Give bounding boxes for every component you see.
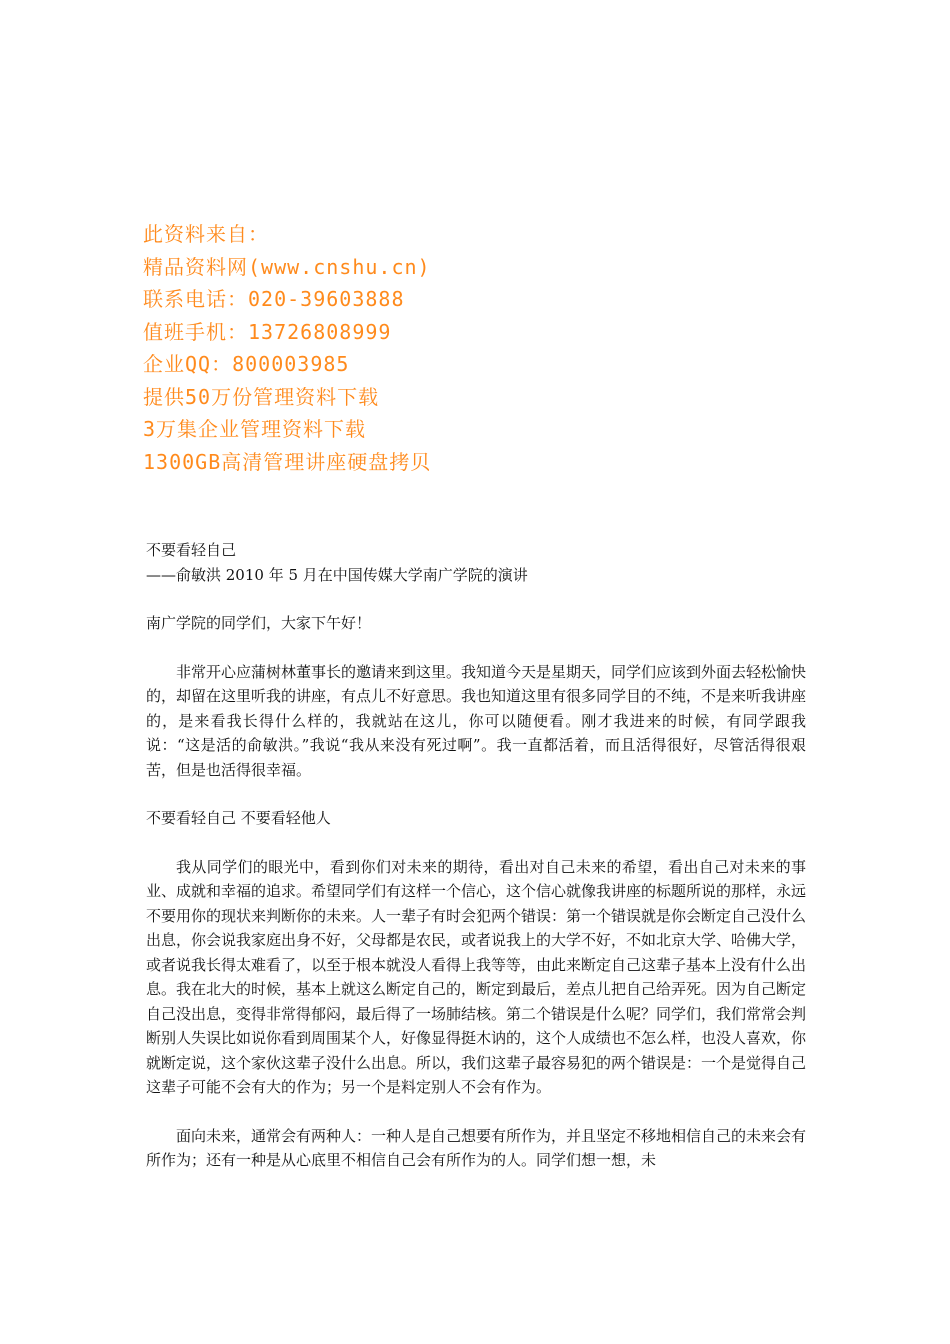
ad-line-website: 精品资料网(www.cnshu.cn) bbox=[143, 254, 431, 279]
section-heading: 不要看轻自己 不要看轻他人 bbox=[146, 809, 331, 827]
speech-subtitle: ——俞敏洪 2010 年 5 月在中国传媒大学南广学院的演讲 bbox=[146, 565, 528, 584]
source-ad-block bbox=[143, 218, 663, 478]
ad-line-offer-lectures: 1300GB高清管理讲座硬盘拷贝 bbox=[143, 449, 432, 474]
ad-line-phone: 联系电话：020-39603888 bbox=[143, 287, 405, 311]
speech-greeting: 南广学院的同学们，大家下午好！ bbox=[146, 614, 372, 632]
ad-line-mobile: 值班手机：13726808999 bbox=[143, 319, 392, 344]
ad-line-qq: 企业QQ：800003985 bbox=[143, 352, 350, 376]
ad-line-source: 此资料来自： bbox=[143, 222, 269, 246]
ad-line-offer-docs: 提供50万份管理资料下载 bbox=[143, 384, 380, 409]
ad-line-offer-videos: 3万集企业管理资料下载 bbox=[143, 417, 367, 441]
paragraph-3: 面向未来，通常会有两种人：一种人是自己想要有所作为，并且坚定不移地相信自己的未来会有所作为；还有一种是从心底里不相信自己会有所作为的人。同学们想一想，未 bbox=[146, 1126, 807, 1169]
paragraph-1: 非常开心应蒲树林董事长的邀请来到这里。我知道今天是星期天，同学们应该到外面去轻松愉快的，却留在这里听我的讲座，有点儿不好意思。我也知道这里有很多同学目的不纯，不是来听我讲座的，是来看我长得什么样的，我就站在这儿，你可以随便看。刚才我进来的时候，有同学跟我说：“这是活的俞敏洪。”我说“我从来没有死过啊”。我一直都活着，而且活得很好，尽管活得很艰苦，但是也活得很幸福。 bbox=[146, 662, 807, 779]
speech-content bbox=[146, 538, 806, 1173]
paragraph-2: 我从同学们的眼光中，看到你们对未来的期待，看出对自己未来的希望，看出自己对未来的事业、成就和幸福的追求。希望同学们有这样一个信心，这个信心就像我讲座的标题所说的那样，永远不要用你的现状来判断你的未来。人一辈子有时会犯两个错误：第一个错误就是你会断定自己没什么出息，你会说我家庭出身不好，父母都是农民，或者说我上的大学不好，不如北京大学、哈佛大学，或者说我长得太难看了，以至于根本就没人看得上我等等，由此来断定自己这辈子基本上没有什么出息。我在北大的时候，基本上就这么断定自己的，断定到最后，差点儿把自己给弄死。因为自己断定自己没出息，变得非常得郁闷，最后得了一场肺结核。第二个错误是什么呢？同学们，我们常常会判断别人失误比如说你看到周围某个人，好像显得挺木讷的，这个人成绩也不怎么样，也没人喜欢，你就断定说，这个家伙这辈子没什么出息。所以，我们这辈子最容易犯的两个错误是：一个是觉得自己这辈子可能不会有大的作为；另一个是料定别人不会有作为。 bbox=[146, 857, 807, 1096]
speech-title: 不要看轻自己 bbox=[146, 541, 237, 559]
